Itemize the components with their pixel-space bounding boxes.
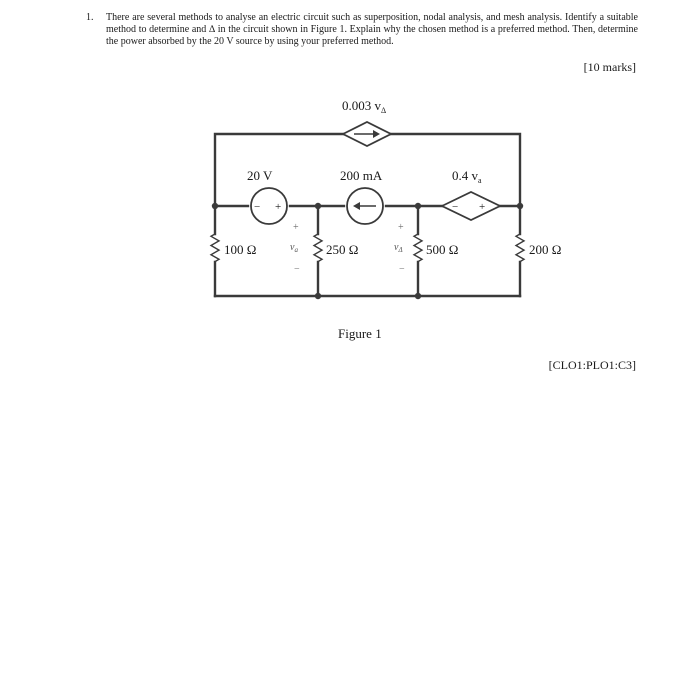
va-label: $v_a$: [290, 242, 298, 254]
resistor-100-ohm: [211, 234, 219, 262]
marks-label: [10 marks]: [583, 60, 636, 74]
clo-label: [CLO1:PLO1:C3]: [548, 358, 636, 372]
svg-text:+: +: [479, 201, 486, 213]
va-plus-sign: +: [293, 222, 299, 233]
node-bottom-b: [415, 293, 421, 299]
node-a: [315, 203, 321, 209]
vdelta-plus-sign: +: [398, 222, 404, 233]
voltage-source-icon: [251, 188, 287, 224]
dependent-voltage-source-icon: [442, 192, 500, 220]
va-minus-sign: −: [294, 264, 300, 275]
resistor-250-ohm: [314, 234, 322, 262]
current-source-label: 200 mA: [340, 168, 383, 183]
question-text: There are several methods to analyse an electric circuit such as superposition, nodal analysis, and mesh analysis. Identify a suitable method to determine and ∆ in the circuit shown in Figure 1. Explain why the chosen method is a preferred method. Then, determine the power absorbed by the 20 V source by using your preferred method.: [106, 12, 638, 47]
dependent-current-source-icon: [343, 122, 391, 146]
ccs-top-label: 0.003 $v_\Delta$: [342, 98, 387, 115]
svg-text:−: −: [254, 201, 261, 213]
resistor-200-ohm: [516, 234, 524, 262]
resistor-500-ohm: [414, 234, 422, 262]
svg-text:+: +: [275, 201, 282, 213]
question-number: 1.: [86, 12, 94, 23]
r3-label: 500 Ω: [426, 242, 459, 257]
node-bottom-a: [315, 293, 321, 299]
node-right: [517, 203, 523, 209]
r4-label: 200 Ω: [529, 242, 562, 257]
r2-label: 250 Ω: [326, 242, 359, 257]
current-source-icon: [347, 188, 383, 224]
vdelta-minus-sign: −: [399, 264, 405, 275]
node-left: [212, 203, 218, 209]
circuit-figure: [190, 88, 562, 348]
vdelta-label: $v_\Delta$: [394, 242, 403, 254]
dep-voltage-source-label: 0.4 $v_a$: [452, 168, 482, 185]
r1-label: 100 Ω: [224, 242, 257, 257]
figure-caption: Figure 1: [338, 326, 382, 341]
svg-text:−: −: [452, 201, 459, 213]
voltage-source-label: 20 V: [247, 168, 273, 183]
node-b: [415, 203, 421, 209]
